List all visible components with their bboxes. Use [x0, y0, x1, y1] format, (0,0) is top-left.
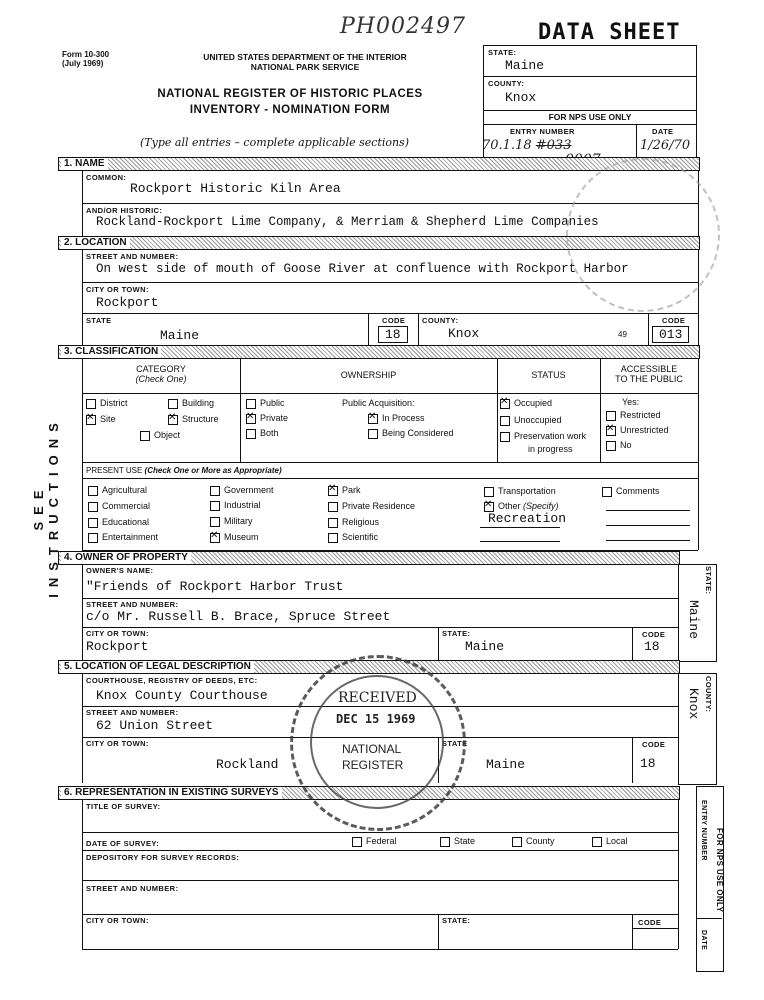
- ownership-header: OWNERSHIP: [340, 370, 397, 380]
- cat-district[interactable]: District: [86, 398, 128, 409]
- data-sheet-label: DATA SHEET: [538, 20, 681, 45]
- use-religious[interactable]: Religious: [328, 517, 379, 528]
- side-nps-label: FOR NPS USE ONLY: [715, 828, 724, 913]
- common-name-value: Rockport Historic Kiln Area: [130, 181, 341, 196]
- use-private-residence[interactable]: Private Residence: [328, 501, 415, 512]
- depository-label: DEPOSITORY FOR SURVEY RECORDS:: [86, 853, 240, 862]
- cat-structure[interactable]: ✕ Structure: [168, 414, 219, 425]
- own-private[interactable]: ✕Private: [246, 413, 288, 424]
- category-header: CATEGORY (Check One): [135, 364, 187, 384]
- stamp-register: REGISTER: [342, 758, 404, 772]
- side-entry-label: ENTRY NUMBER: [700, 800, 707, 861]
- location-city-label: CITY OR TOWN:: [86, 285, 149, 294]
- state-checkbox[interactable]: [440, 837, 450, 847]
- cat-object[interactable]: Object: [140, 430, 180, 441]
- use-scientific[interactable]: Scientific: [328, 532, 378, 543]
- owner-city-value: Rockport: [86, 639, 149, 654]
- survey-street-label: STREET AND NUMBER:: [86, 884, 179, 893]
- side-county-value: Knox: [686, 688, 701, 720]
- transportation-checkbox[interactable]: [484, 487, 494, 497]
- county-checkbox[interactable]: [512, 837, 522, 847]
- owner-name-value: "Friends of Rockport Harbor Trust: [86, 579, 344, 594]
- location-county-mark: 49: [618, 330, 627, 339]
- survey-state-label: STATE:: [442, 916, 471, 925]
- legal-state-value: Maine: [486, 757, 526, 772]
- use-commercial[interactable]: Commercial: [88, 501, 150, 512]
- location-street-label: STREET AND NUMBER:: [86, 252, 179, 261]
- park-checkbox[interactable]: [328, 486, 338, 496]
- section-1-header: 1. NAME: [58, 157, 700, 171]
- courthouse-value: Knox County Courthouse: [96, 688, 268, 703]
- handwritten-id: PH002497: [340, 14, 466, 39]
- owner-code-value: 18: [644, 639, 660, 654]
- military-checkbox[interactable]: [210, 517, 220, 527]
- owner-street-label: STREET AND NUMBER:: [86, 600, 179, 609]
- private-residence-checkbox[interactable]: [328, 502, 338, 512]
- nps-use-label: FOR NPS USE ONLY: [548, 112, 632, 122]
- location-code2-label: CODE: [662, 316, 686, 325]
- status-preservation[interactable]: Preservation work: [500, 431, 586, 442]
- courthouse-label: COURTHOUSE, REGISTRY OF DEEDS, ETC:: [86, 676, 258, 685]
- industrial-checkbox[interactable]: [210, 501, 220, 511]
- historic-name-value: Rockland-Rockport Lime Company, & Merriam & Shepherd Lime Companies: [96, 215, 599, 229]
- status-unoccupied[interactable]: Unoccupied: [500, 415, 562, 426]
- legal-code-label: CODE: [642, 740, 666, 749]
- public-acquisition-label: Public Acquisition:: [342, 398, 415, 408]
- location-state-value: Maine: [160, 328, 200, 343]
- use-other-value: Recreation: [488, 511, 567, 526]
- common-name-label: COMMON:: [86, 173, 127, 182]
- cat-site[interactable]: ✕Site: [86, 414, 116, 425]
- survey-date-label: DATE OF SURVEY:: [86, 839, 160, 848]
- religious-checkbox[interactable]: [328, 518, 338, 528]
- access-yes-label: Yes:: [622, 397, 640, 407]
- use-entertainment[interactable]: Entertainment: [88, 532, 158, 543]
- location-code2-value: 013: [652, 326, 689, 343]
- private-checkbox[interactable]: [246, 414, 256, 424]
- present-use-label: PRESENT USE (Check One or More as Appropriate): [86, 466, 282, 475]
- preservation-checkbox[interactable]: [500, 432, 510, 442]
- form-title: NATIONAL REGISTER OF HISTORIC PLACES INVENTORY - NOMINATION FORM: [157, 88, 423, 116]
- block-state-value: Maine: [505, 58, 545, 73]
- being-considered-checkbox[interactable]: [368, 429, 378, 439]
- agency-heading: UNITED STATES DEPARTMENT OF THE INTERIOR NATIONAL PARK SERVICE: [203, 52, 407, 72]
- status-preservation-line2: in progress: [528, 444, 573, 454]
- use-military[interactable]: Military: [210, 516, 253, 527]
- object-checkbox[interactable]: [140, 431, 150, 441]
- government-checkbox[interactable]: [210, 486, 220, 496]
- see-instructions: SEE INSTRUCTIONS: [31, 416, 61, 598]
- in-process-checkbox[interactable]: [368, 414, 378, 424]
- survey-title-label: TITLE OF SURVEY:: [86, 802, 161, 811]
- stamp-received: RECEIVED: [338, 690, 417, 706]
- owner-state-value: Maine: [465, 639, 505, 654]
- survey-code-label: CODE: [638, 918, 662, 927]
- entertainment-checkbox[interactable]: [88, 533, 98, 543]
- status-header: STATUS: [531, 370, 566, 380]
- block-county-label: COUNTY:: [488, 79, 525, 88]
- access-no[interactable]: No: [606, 440, 632, 451]
- occupied-checkbox[interactable]: [500, 399, 510, 409]
- use-park[interactable]: ✕Park: [328, 485, 361, 496]
- use-comments[interactable]: Comments: [602, 486, 660, 497]
- educational-checkbox[interactable]: [88, 518, 98, 528]
- historic-name-label: AND/OR HISTORIC:: [86, 206, 163, 215]
- entry-number-label: ENTRY NUMBER: [510, 127, 575, 136]
- form-number: Form 10-300 (July 1969): [62, 50, 110, 68]
- agricultural-checkbox[interactable]: [88, 486, 98, 496]
- location-state-label: STATE: [86, 316, 112, 325]
- comments-checkbox[interactable]: [602, 487, 612, 497]
- section-5-header: 5. LOCATION OF LEGAL DESCRIPTION: [58, 660, 680, 674]
- structure-checkbox[interactable]: [168, 415, 178, 425]
- legal-street-value: 62 Union Street: [96, 718, 214, 733]
- use-industrial[interactable]: Industrial: [210, 500, 261, 511]
- use-agricultural[interactable]: Agricultural: [88, 485, 147, 496]
- entry-date-value: 1/26/70: [640, 138, 691, 153]
- owner-state-label: STATE:: [442, 629, 471, 638]
- local-checkbox[interactable]: [592, 837, 602, 847]
- building-checkbox[interactable]: [168, 399, 178, 409]
- unoccupied-checkbox[interactable]: [500, 416, 510, 426]
- use-government[interactable]: Government: [210, 485, 274, 496]
- federal-checkbox[interactable]: [352, 837, 362, 847]
- side-date-label: DATE: [700, 930, 707, 951]
- own-being-considered[interactable]: Being Considered: [368, 428, 454, 439]
- survey-state[interactable]: State: [440, 836, 475, 847]
- location-code-label: CODE: [382, 316, 406, 325]
- owner-street-value: c/o Mr. Russell B. Brace, Spruce Street: [86, 609, 391, 624]
- both-checkbox[interactable]: [246, 429, 256, 439]
- survey-county[interactable]: County: [512, 836, 555, 847]
- side-state-value: Maine: [686, 600, 701, 640]
- survey-local[interactable]: Local: [592, 836, 628, 847]
- instruction-text: (Type all entries – complete applicable sections): [140, 136, 409, 149]
- stamp-date: DEC 15 1969: [336, 712, 416, 726]
- side-county-label: COUNTY:: [704, 676, 713, 713]
- unrestricted-checkbox[interactable]: [606, 426, 616, 436]
- section-6-header: 6. REPRESENTATION IN EXISTING SURVEYS: [58, 786, 680, 800]
- no-checkbox[interactable]: [606, 441, 616, 451]
- use-educational[interactable]: Educational: [88, 517, 149, 528]
- block-state-label: STATE:: [488, 48, 517, 57]
- survey-federal[interactable]: Federal: [352, 836, 397, 847]
- access-restricted[interactable]: Restricted: [606, 410, 661, 421]
- block-county-value: Knox: [505, 90, 537, 105]
- location-city-value: Rockport: [96, 295, 159, 310]
- section-2-header: 2. LOCATION: [58, 236, 700, 250]
- public-checkbox[interactable]: [246, 399, 256, 409]
- owner-code-label: CODE: [642, 630, 666, 639]
- cat-building[interactable]: Building: [168, 398, 214, 409]
- own-both[interactable]: Both: [246, 428, 279, 439]
- section-4-header: 4. OWNER OF PROPERTY: [58, 551, 680, 565]
- date-label: DATE: [652, 127, 674, 136]
- faded-top-stamp: [566, 158, 720, 312]
- location-county-label: COUNTY:: [422, 316, 459, 325]
- museum-checkbox[interactable]: [210, 533, 220, 543]
- owner-city-label: CITY OR TOWN:: [86, 629, 149, 638]
- scientific-checkbox[interactable]: [328, 533, 338, 543]
- status-occupied[interactable]: ✕Occupied: [500, 398, 552, 409]
- own-public[interactable]: Public: [246, 398, 285, 409]
- legal-street-label: STREET AND NUMBER:: [86, 708, 179, 717]
- side-state-label: STATE:: [704, 566, 713, 595]
- legal-state-label: STATE: [442, 739, 468, 748]
- owner-name-label: OWNER'S NAME:: [86, 566, 154, 575]
- restricted-checkbox[interactable]: [606, 411, 616, 421]
- use-transportation[interactable]: Transportation: [484, 486, 556, 497]
- location-county-value: Knox: [448, 326, 480, 341]
- commercial-checkbox[interactable]: [88, 502, 98, 512]
- access-unrestricted[interactable]: ✕Unrestricted: [606, 425, 669, 436]
- legal-code-value: 18: [640, 756, 656, 771]
- use-museum[interactable]: ✕Museum: [210, 532, 259, 543]
- survey-city-label: CITY OR TOWN:: [86, 916, 149, 925]
- location-code-value: 18: [378, 326, 408, 343]
- accessible-header: ACCESSIBLE TO THE PUBLIC: [615, 364, 683, 384]
- site-checkbox[interactable]: [86, 415, 96, 425]
- legal-city-value: Rockland: [216, 757, 279, 772]
- use-other[interactable]: ✕Other (Specify): [484, 501, 559, 512]
- legal-city-label: CITY OR TOWN:: [86, 739, 149, 748]
- location-street-value: On west side of mouth of Goose River at confluence with Rockport Harbor: [96, 262, 629, 276]
- own-in-process[interactable]: ✕In Process: [368, 413, 425, 424]
- stamp-national: NATIONAL: [342, 742, 402, 756]
- district-checkbox[interactable]: [86, 399, 96, 409]
- section-3-header: 3. CLASSIFICATION: [58, 345, 700, 359]
- entry-number-value: 70.1.18 #033: [482, 138, 572, 153]
